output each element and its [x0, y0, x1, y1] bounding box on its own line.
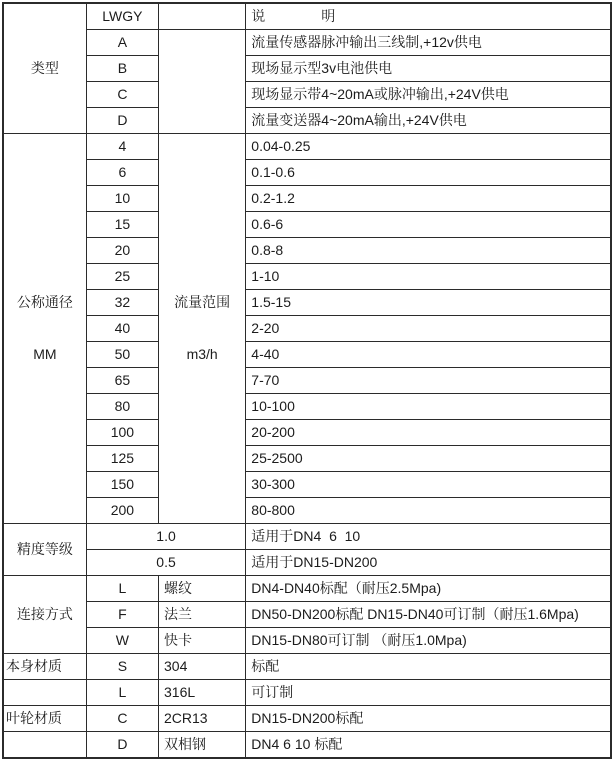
- connection-desc-cell: DN15-DN80可订制 （耐压1.0Mpa): [246, 628, 611, 654]
- connection-code-cell: L: [86, 576, 158, 602]
- table-row: [3, 108, 611, 134]
- table-row: [3, 446, 611, 472]
- material-code-cell: L: [86, 680, 158, 706]
- dn-value-cell: 4: [86, 134, 158, 160]
- description-header: 说 明: [246, 3, 611, 30]
- flow-range-cell: 0.8-8: [246, 238, 611, 264]
- dn-value-cell: 65: [86, 368, 158, 394]
- material-name-cell: 304: [159, 654, 246, 680]
- table-row: [3, 368, 611, 394]
- flow-range-cell: 1-10: [246, 264, 611, 290]
- connection-name-cell: 螺纹: [159, 576, 246, 602]
- table-row: [3, 602, 611, 628]
- type-desc-cell: 现场显示带4~20mA或脉冲输出,+24V供电: [246, 82, 611, 108]
- table-row: [3, 524, 611, 550]
- type-desc-cell: 流量传感器脉冲输出三线制,+12v供电: [246, 30, 611, 56]
- dn-value-cell: 40: [86, 316, 158, 342]
- material-desc-cell: DN4 6 10 标配: [246, 732, 611, 759]
- flow-range-cell: 1.5-15: [246, 290, 611, 316]
- dn-value-cell: 50: [86, 342, 158, 368]
- dn-value-cell: 6: [86, 160, 158, 186]
- table-row: [3, 628, 611, 654]
- table-row: [3, 680, 611, 706]
- table-row: [3, 30, 611, 56]
- section-label-type: 类型: [3, 3, 86, 134]
- flow-range-label: [159, 134, 246, 524]
- empty-cell: [159, 3, 246, 30]
- table-row: [3, 316, 611, 342]
- table-row: [3, 186, 611, 212]
- diameter-label-line1: 公称通径: [16, 293, 73, 310]
- table-row: [3, 394, 611, 420]
- material-code-cell: C: [86, 706, 158, 732]
- table-row: [3, 420, 611, 446]
- dn-value-cell: 200: [86, 498, 158, 524]
- dn-value-cell: 32: [86, 290, 158, 316]
- dn-value-cell: 15: [86, 212, 158, 238]
- type-code-cell: B: [86, 56, 158, 82]
- table-row: [3, 134, 611, 160]
- type-desc-cell: 流量变送器4~20mA输出,+24V供电: [246, 108, 611, 134]
- type-code-cell: A: [86, 30, 158, 56]
- flow-range-cell: 4-40: [246, 342, 611, 368]
- spec-table: [2, 2, 612, 759]
- accuracy-desc-cell: 适用于DN4 6 10: [246, 524, 611, 550]
- dn-value-cell: 25: [86, 264, 158, 290]
- section-label-accuracy: 精度等级: [3, 524, 86, 576]
- dn-value-cell: 80: [86, 394, 158, 420]
- table-row: [3, 290, 611, 316]
- flow-range-cell: 0.04-0.25: [246, 134, 611, 160]
- table-row: [3, 212, 611, 238]
- type-desc-cell: 现场显示型3v电池供电: [246, 56, 611, 82]
- dn-value-cell: 125: [86, 446, 158, 472]
- accuracy-desc-cell: 适用于DN15-DN200: [246, 550, 611, 576]
- dn-value-cell: 100: [86, 420, 158, 446]
- flow-range-cell: 10-100: [246, 394, 611, 420]
- flow-range-cell: 20-200: [246, 420, 611, 446]
- type-code-cell: D: [86, 108, 158, 134]
- table-row: [3, 550, 611, 576]
- flow-range-cell: 30-300: [246, 472, 611, 498]
- material-desc-cell: DN15-DN200标配: [246, 706, 611, 732]
- connection-desc-cell: DN50-DN200标配 DN15-DN40可订制（耐压1.6Mpa): [246, 602, 611, 628]
- section-label-body-material: 本身材质: [3, 654, 86, 680]
- connection-code-cell: F: [86, 602, 158, 628]
- flow-range-cell: 25-2500: [246, 446, 611, 472]
- accuracy-class-cell: 0.5: [86, 550, 246, 576]
- section-label-impeller-material: 叶轮材质: [3, 706, 86, 732]
- material-desc-cell: 标配: [246, 654, 611, 680]
- table-row: [3, 238, 611, 264]
- material-code-cell: S: [86, 654, 158, 680]
- dn-value-cell: 20: [86, 238, 158, 264]
- dn-value-cell: 10: [86, 186, 158, 212]
- empty-cell: [3, 732, 86, 759]
- diameter-label-line2: MM: [33, 346, 57, 362]
- flow-range-label-line2: m3/h: [186, 346, 218, 362]
- material-name-cell: 316L: [159, 680, 246, 706]
- flow-range-cell: 2-20: [246, 316, 611, 342]
- table-row: [3, 82, 611, 108]
- table-row: [3, 342, 611, 368]
- table-row: [3, 576, 611, 602]
- section-label-connection: 连接方式: [3, 576, 86, 654]
- dn-value-cell: 150: [86, 472, 158, 498]
- connection-name-cell: 法兰: [159, 602, 246, 628]
- accuracy-class-cell: 1.0: [86, 524, 246, 550]
- flow-range-cell: 0.2-1.2: [246, 186, 611, 212]
- table-row: [3, 732, 611, 759]
- table-row: [3, 56, 611, 82]
- material-desc-cell: 可订制: [246, 680, 611, 706]
- section-label-diameter: [3, 134, 86, 524]
- table-row: [3, 498, 611, 524]
- connection-desc-cell: DN4-DN40标配（耐压2.5Mpa): [246, 576, 611, 602]
- connection-code-cell: W: [86, 628, 158, 654]
- empty-cell: [3, 680, 86, 706]
- type-code-cell: C: [86, 82, 158, 108]
- flow-range-label-line1: 流量范围: [174, 293, 231, 310]
- empty-cell: [159, 30, 246, 134]
- flow-range-cell: 0.1-0.6: [246, 160, 611, 186]
- table-row: [3, 472, 611, 498]
- table-row: [3, 3, 611, 30]
- table-row: [3, 706, 611, 732]
- model-code-header: LWGY: [86, 3, 158, 30]
- table-row: [3, 654, 611, 680]
- connection-name-cell: 快卡: [159, 628, 246, 654]
- flow-range-cell: 7-70: [246, 368, 611, 394]
- material-name-cell: 2CR13: [159, 706, 246, 732]
- table-row: [3, 264, 611, 290]
- material-code-cell: D: [86, 732, 158, 759]
- flow-range-cell: 80-800: [246, 498, 611, 524]
- table-row: [3, 160, 611, 186]
- material-name-cell: 双相钢: [159, 732, 246, 759]
- flow-range-cell: 0.6-6: [246, 212, 611, 238]
